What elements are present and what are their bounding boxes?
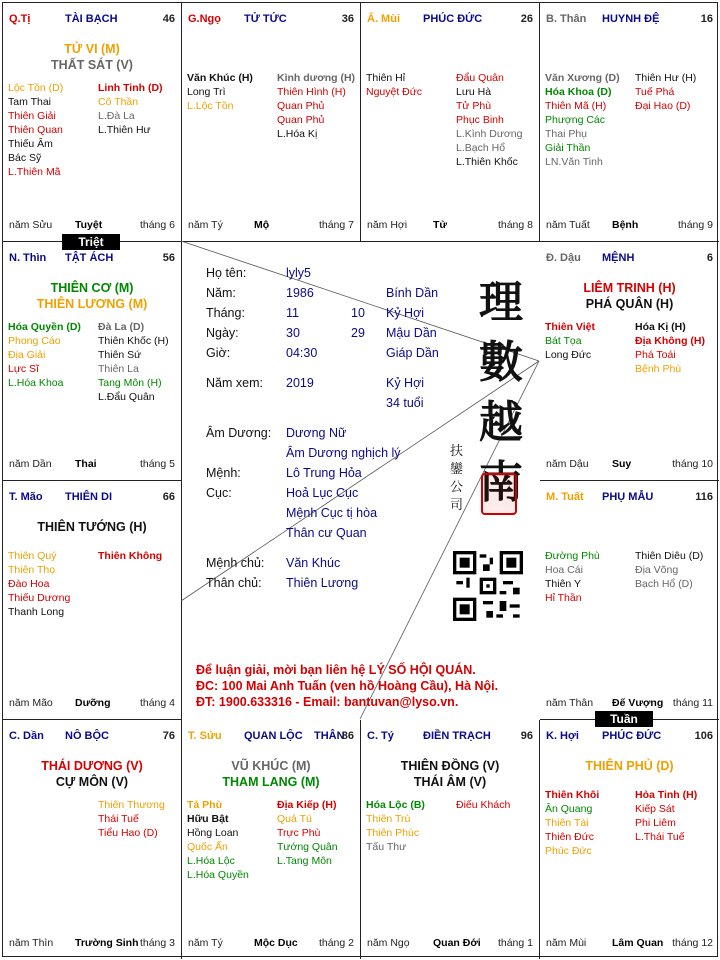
palace-name: TẬT ÁCH: [65, 252, 114, 264]
minor-star-right: Linh Tinh (D): [98, 82, 163, 94]
life-stage: Dưỡng: [75, 697, 111, 709]
menh-value: Lô Trung Hỏa: [286, 466, 362, 480]
minor-star-left: L.Hóa Khoa: [8, 377, 64, 389]
minor-star-right: Thiên Diêu (D): [635, 550, 704, 562]
branch-label: G.Ngọ: [188, 13, 221, 25]
minor-star-left: Địa Giải: [8, 349, 46, 361]
minor-star-right: L.Thiên Hư: [98, 124, 151, 136]
minor-star-right: Thiên La: [98, 363, 139, 375]
minor-star-left: Văn Khúc (H): [187, 72, 253, 84]
minor-star-left: Tấu Thư: [366, 841, 407, 853]
name-value: lyly5: [286, 266, 312, 280]
minor-star-left: Lực Sĩ: [8, 363, 39, 375]
minor-star-left: Thiên Trù: [366, 813, 411, 825]
minor-star-right: Bạch Hổ (D): [635, 578, 693, 590]
life-stage: Trường Sinh: [75, 937, 139, 949]
logo-char-4: 南: [479, 457, 523, 508]
branch-label: B. Thân: [546, 13, 587, 25]
branch-label: K. Hợi: [546, 730, 579, 742]
branch-label: M. Tuất: [546, 491, 584, 503]
palace-name: ĐIỀN TRẠCH: [423, 730, 491, 742]
month-label: tháng 4: [139, 697, 175, 709]
than-marker: THÂN: [314, 730, 345, 742]
minor-star-left: Tả Phù: [187, 799, 223, 811]
minor-star-right: Thiên Thương: [98, 799, 165, 811]
minor-star-right: Tiểu Hao (D): [98, 827, 158, 839]
minor-star-left: Thiên Quý: [8, 550, 57, 562]
minor-star-right: Đại Hao (D): [635, 100, 691, 112]
life-stage: Đế Vượng: [612, 697, 664, 709]
day-value: 30: [286, 326, 300, 340]
minor-star-right: L.Đẩu Quân: [98, 391, 155, 403]
minor-star-left: Thiên Phúc: [366, 827, 420, 839]
life-stage: Mộ: [254, 219, 270, 231]
minor-star-right: Thiên Không: [98, 550, 163, 562]
minor-star-left: Bác Sỹ: [8, 152, 42, 164]
major-star: PHÁ QUÂN (H): [585, 297, 674, 311]
minor-star-right: Địa Không (H): [635, 335, 705, 347]
minor-star-right: Phi Liêm: [635, 817, 676, 829]
month-lunar: 10: [351, 306, 365, 320]
month-label: tháng 7: [318, 219, 354, 231]
life-stage: Suy: [612, 458, 632, 470]
minor-star-right: Tuế Phá: [635, 86, 675, 98]
year-label: năm Mão: [9, 697, 53, 709]
minor-star-right: Quả Tú: [277, 813, 312, 825]
branch-label: C. Dần: [9, 730, 44, 742]
view-year-value: 2019: [286, 376, 314, 390]
month-value: 11: [286, 306, 299, 320]
major-star: VŨ KHÚC (M): [231, 759, 311, 773]
cuc-label: Cục:: [206, 486, 232, 500]
life-stage: Mộc Dục: [254, 937, 298, 949]
minor-star-left: Hóa Khoa (D): [545, 86, 612, 98]
cuc-value: Hoả Lục Cục: [286, 486, 359, 500]
minor-star-left: L.Hóa Lộc: [187, 855, 235, 867]
major-star: THIÊN PHỦ (D): [585, 759, 674, 773]
branch-label: Đ. Dậu: [546, 252, 581, 264]
minor-star-left: Hồng Loan: [187, 827, 239, 839]
minor-star-left: Phượng Các: [545, 114, 606, 126]
red-seal: [481, 473, 517, 515]
day-can: Mậu Dần: [386, 326, 437, 340]
minor-star-left: L.Thiên Mã: [8, 166, 61, 178]
palace-name: THIÊN DI: [65, 491, 113, 503]
month-label: tháng 9: [677, 219, 713, 231]
minor-star-left: Phong Cáo: [8, 335, 61, 347]
life-stage: Tử: [433, 219, 448, 231]
minor-star-left: Hóa Lộc (B): [366, 799, 425, 811]
amduong-label: Âm Dương:: [206, 426, 272, 440]
menhchu-label: Mệnh chủ:: [206, 556, 265, 570]
minor-star-right: Tang Môn (H): [98, 377, 162, 389]
minor-star-right: L.Đà La: [98, 110, 135, 122]
logo-side-text: 扶 鑾 公 司: [450, 444, 464, 513]
major-star: THẤT SÁT (V): [51, 58, 133, 72]
year-label: năm Tý: [188, 937, 223, 949]
palace-number: 66: [162, 491, 175, 503]
life-stage: Lâm Quan: [612, 937, 664, 949]
branch-label: Q.Tị: [9, 13, 31, 25]
minor-star-left: Đào Hoa: [8, 578, 50, 590]
minor-star-right: Quan Phủ: [277, 114, 325, 126]
branch-label: Ấ. Mùi: [367, 13, 400, 25]
palace-number: 36: [341, 13, 354, 25]
logo-char-3: 越: [479, 397, 523, 448]
minor-star-left: Giải Thần: [545, 142, 591, 154]
year-label: năm Sửu: [9, 219, 53, 231]
palace-number: 86: [341, 730, 354, 742]
palace-number: 116: [695, 491, 713, 503]
major-star: THIÊN CƠ (M): [50, 281, 134, 295]
major-star: THIÊN ĐỒNG (V): [400, 759, 500, 773]
thanchu-value: Thiên Lương: [286, 576, 359, 590]
minor-star-right: Lưu Hà: [456, 86, 492, 98]
life-stage: Bệnh: [612, 219, 639, 231]
year-label: năm Mùi: [546, 937, 587, 949]
minor-star-left: Nguyệt Đức: [366, 86, 423, 98]
minor-star-right: Thiên Sứ: [98, 349, 142, 361]
minor-star-left: Hóa Quyền (D): [8, 321, 81, 333]
minor-star-left: Đường Phù: [545, 550, 600, 562]
minor-star-left: Phúc Đức: [545, 845, 592, 857]
minor-star-right: Đà La (D): [98, 321, 145, 333]
palace-number: 96: [520, 730, 533, 742]
minor-star-right: Quan Phủ: [277, 100, 325, 112]
palace-name: QUAN LỘC: [244, 730, 303, 742]
minor-star-left: Thiếu Âm: [8, 138, 53, 150]
minor-star-right: Thiên Hình (H): [277, 86, 346, 98]
palace-number: 56: [162, 252, 175, 264]
major-star: THÁI DƯƠNG (V): [41, 759, 143, 773]
palace-name: MỆNH: [602, 252, 635, 264]
cuc-note-2: Thân cư Quan: [286, 526, 367, 540]
minor-star-right: L.Hóa Kị: [277, 128, 318, 140]
triet-tag: Triệt: [62, 234, 120, 250]
minor-star-right: Thiên Hư (H): [635, 72, 697, 84]
major-star: THÁI ÂM (V): [413, 775, 487, 789]
palace-number: 46: [162, 13, 175, 25]
life-stage: Thai: [75, 458, 97, 470]
minor-star-right: L.Thiên Khốc: [456, 156, 518, 168]
minor-star-right: Trực Phù: [277, 827, 321, 839]
minor-star-right: Kiếp Sát: [635, 803, 675, 815]
major-star: TỬ VI (M): [64, 42, 120, 56]
minor-star-right: L.Kình Dương: [456, 128, 523, 140]
major-star: THAM LANG (M): [222, 775, 320, 789]
palace-name: PHÚC ĐỨC: [602, 730, 662, 742]
month-can: Kỷ Hợi: [386, 306, 425, 320]
minor-star-right: Kình dương (H): [277, 72, 356, 84]
minor-star-right: Bệnh Phù: [635, 363, 682, 375]
minor-star-right: L.Tang Môn: [277, 855, 332, 867]
palace-name: TỬ TỨC: [244, 13, 287, 25]
minor-star-right: Hỏa Tinh (H): [635, 789, 698, 801]
major-star: THIÊN LƯƠNG (M): [36, 297, 148, 311]
day-label: Ngày:: [206, 326, 239, 340]
logo-char-2: 數: [479, 337, 523, 388]
thanchu-label: Thân chủ:: [206, 576, 262, 590]
menh-label: Mệnh:: [206, 466, 241, 480]
amduong-note: Âm Dương nghịch lý: [286, 446, 401, 460]
major-star: THIÊN TƯỚNG (H): [37, 520, 147, 534]
age-value: 34 tuổi: [386, 396, 424, 410]
palace-name: PHỤ MẪU: [602, 491, 654, 503]
minor-star-left: Quốc Ấn: [187, 841, 228, 853]
month-label: tháng 11: [672, 697, 713, 709]
palace-number: 26: [520, 13, 533, 25]
year-label: năm Tý: [188, 219, 223, 231]
palace-number: 16: [700, 13, 713, 25]
minor-star-left: Thiên Y: [545, 578, 581, 590]
view-year-can: Kỷ Hợi: [386, 376, 425, 390]
minor-star-right: Thái Tuế: [98, 813, 139, 825]
month-label: tháng 5: [139, 458, 175, 470]
month-label: Tháng:: [206, 306, 245, 320]
hour-can: Giáp Dần: [386, 346, 439, 360]
cuc-note-1: Mệnh Cục tị hòa: [286, 506, 378, 520]
minor-star-right: L.Bạch Hổ: [456, 142, 506, 154]
menhchu-value: Văn Khúc: [286, 556, 341, 570]
qr-code: [453, 551, 523, 621]
palace-number: 6: [706, 252, 713, 264]
minor-star-left: Thiên Đức: [545, 831, 595, 843]
minor-star-left: Long Đức: [545, 349, 592, 361]
major-star: CỰ MÔN (V): [55, 775, 129, 789]
minor-star-right: L.Thái Tuế: [635, 831, 685, 843]
year-label: năm Hợi: [367, 219, 408, 231]
tuan-tag: Tuần: [595, 711, 653, 727]
branch-label: T. Mão: [9, 491, 43, 503]
year-label: năm Ngọ: [367, 937, 410, 949]
minor-star-left: Thiên Giải: [8, 110, 56, 122]
minor-star-right: Điếu Khách: [456, 799, 511, 811]
year-label: năm Thân: [546, 697, 594, 709]
palace-number: 106: [694, 730, 713, 742]
month-label: tháng 3: [139, 937, 175, 949]
minor-star-right: Hóa Kị (H): [635, 321, 686, 333]
life-stage: Quan Đới: [433, 937, 481, 949]
minor-star-left: Thanh Long: [8, 606, 65, 618]
month-label: tháng 6: [139, 219, 175, 231]
month-label: tháng 1: [497, 937, 533, 949]
minor-star-left: Hỉ Thần: [545, 592, 582, 604]
minor-star-right: Địa Kiếp (H): [277, 799, 337, 811]
palace-name: NÔ BỘC: [65, 730, 109, 742]
minor-star-right: Thiên Khốc (H): [98, 335, 169, 347]
minor-star-left: Thiên Quan: [8, 124, 63, 136]
minor-star-right: Đẩu Quân: [456, 72, 504, 84]
minor-star-left: Hoa Cái: [545, 564, 583, 576]
contact-line-3: ĐT: 1900.633316 - Email: bantuvan@lyso.vn.: [196, 695, 459, 709]
hour-value: 04:30: [286, 346, 318, 360]
year-label: năm Thìn: [9, 937, 54, 949]
day-lunar: 29: [351, 326, 365, 340]
minor-star-left: LN.Văn Tinh: [545, 156, 603, 168]
minor-star-left: Thiên Mã (H): [545, 100, 607, 112]
minor-star-left: L.Hóa Quyền: [187, 869, 249, 881]
hour-label: Giờ:: [206, 346, 231, 360]
branch-label: N. Thìn: [9, 252, 47, 264]
minor-star-right: Địa Võng: [635, 564, 679, 576]
minor-star-left: Lộc Tồn (D): [8, 82, 64, 94]
palace-name: TÀI BẠCH: [65, 13, 118, 25]
minor-star-left: Thiếu Dương: [8, 592, 71, 604]
month-label: tháng 2: [318, 937, 354, 949]
minor-star-right: Cô Thần: [98, 96, 139, 108]
minor-star-left: Long Trì: [187, 86, 226, 98]
palace-number: 76: [162, 730, 175, 742]
chart-board: [2, 2, 718, 957]
minor-star-right: Tướng Quân: [277, 841, 338, 853]
palace-name: HUYNH ĐỆ: [602, 13, 660, 25]
minor-star-right: Phục Binh: [456, 114, 504, 126]
name-label: Họ tên:: [206, 266, 247, 280]
contact-block: [196, 662, 498, 710]
minor-star-left: Ân Quang: [545, 803, 593, 815]
year-label: năm Dần: [9, 458, 52, 470]
year-label: năm Dậu: [546, 458, 589, 470]
year-can: Bính Dần: [386, 286, 439, 300]
logo-char-1: 理: [479, 277, 523, 328]
minor-star-left: L.Lộc Tồn: [187, 100, 234, 112]
minor-star-left: Hữu Bật: [187, 813, 229, 825]
month-label: tháng 8: [497, 219, 533, 231]
life-stage: Tuyệt: [75, 219, 103, 231]
branch-label: C. Tý: [367, 730, 394, 742]
contact-line-1: Để luận giải, mời bạn liên hệ LÝ SỐ HỘI QUÁN.: [196, 663, 476, 677]
month-label: tháng 10: [672, 458, 713, 470]
minor-star-left: Thai Phụ: [545, 128, 588, 140]
minor-star-right: Tử Phù: [456, 100, 492, 112]
palace-name: PHÚC ĐỨC: [423, 13, 483, 25]
minor-star-left: Thiên Hỉ: [366, 72, 406, 84]
minor-star-left: Bát Tọa: [545, 335, 582, 347]
year-label: năm Tuất: [546, 219, 590, 231]
amduong-value: Dương Nữ: [286, 426, 347, 440]
major-star: LIÊM TRINH (H): [583, 281, 676, 295]
year-label: Năm:: [206, 286, 236, 300]
minor-star-left: Văn Xương (D): [545, 72, 620, 84]
month-label: tháng 12: [672, 937, 713, 949]
minor-star-left: Thiên Khôi: [545, 789, 600, 801]
minor-star-left: Thiên Tài: [545, 817, 589, 829]
minor-star-right: Phá Toái: [635, 349, 676, 361]
contact-line-2: ĐC: 100 Mai Anh Tuấn (ven hồ Hoàng Cầu), Hà Nội.: [196, 679, 499, 693]
minor-star-left: Thiên Việt: [545, 321, 595, 333]
year-value: 1986: [286, 286, 314, 300]
view-year-label: Năm xem:: [206, 376, 263, 390]
branch-label: T. Sửu: [188, 730, 222, 742]
minor-star-left: Tam Thai: [8, 96, 51, 108]
minor-star-left: Thiên Thọ: [8, 564, 56, 576]
